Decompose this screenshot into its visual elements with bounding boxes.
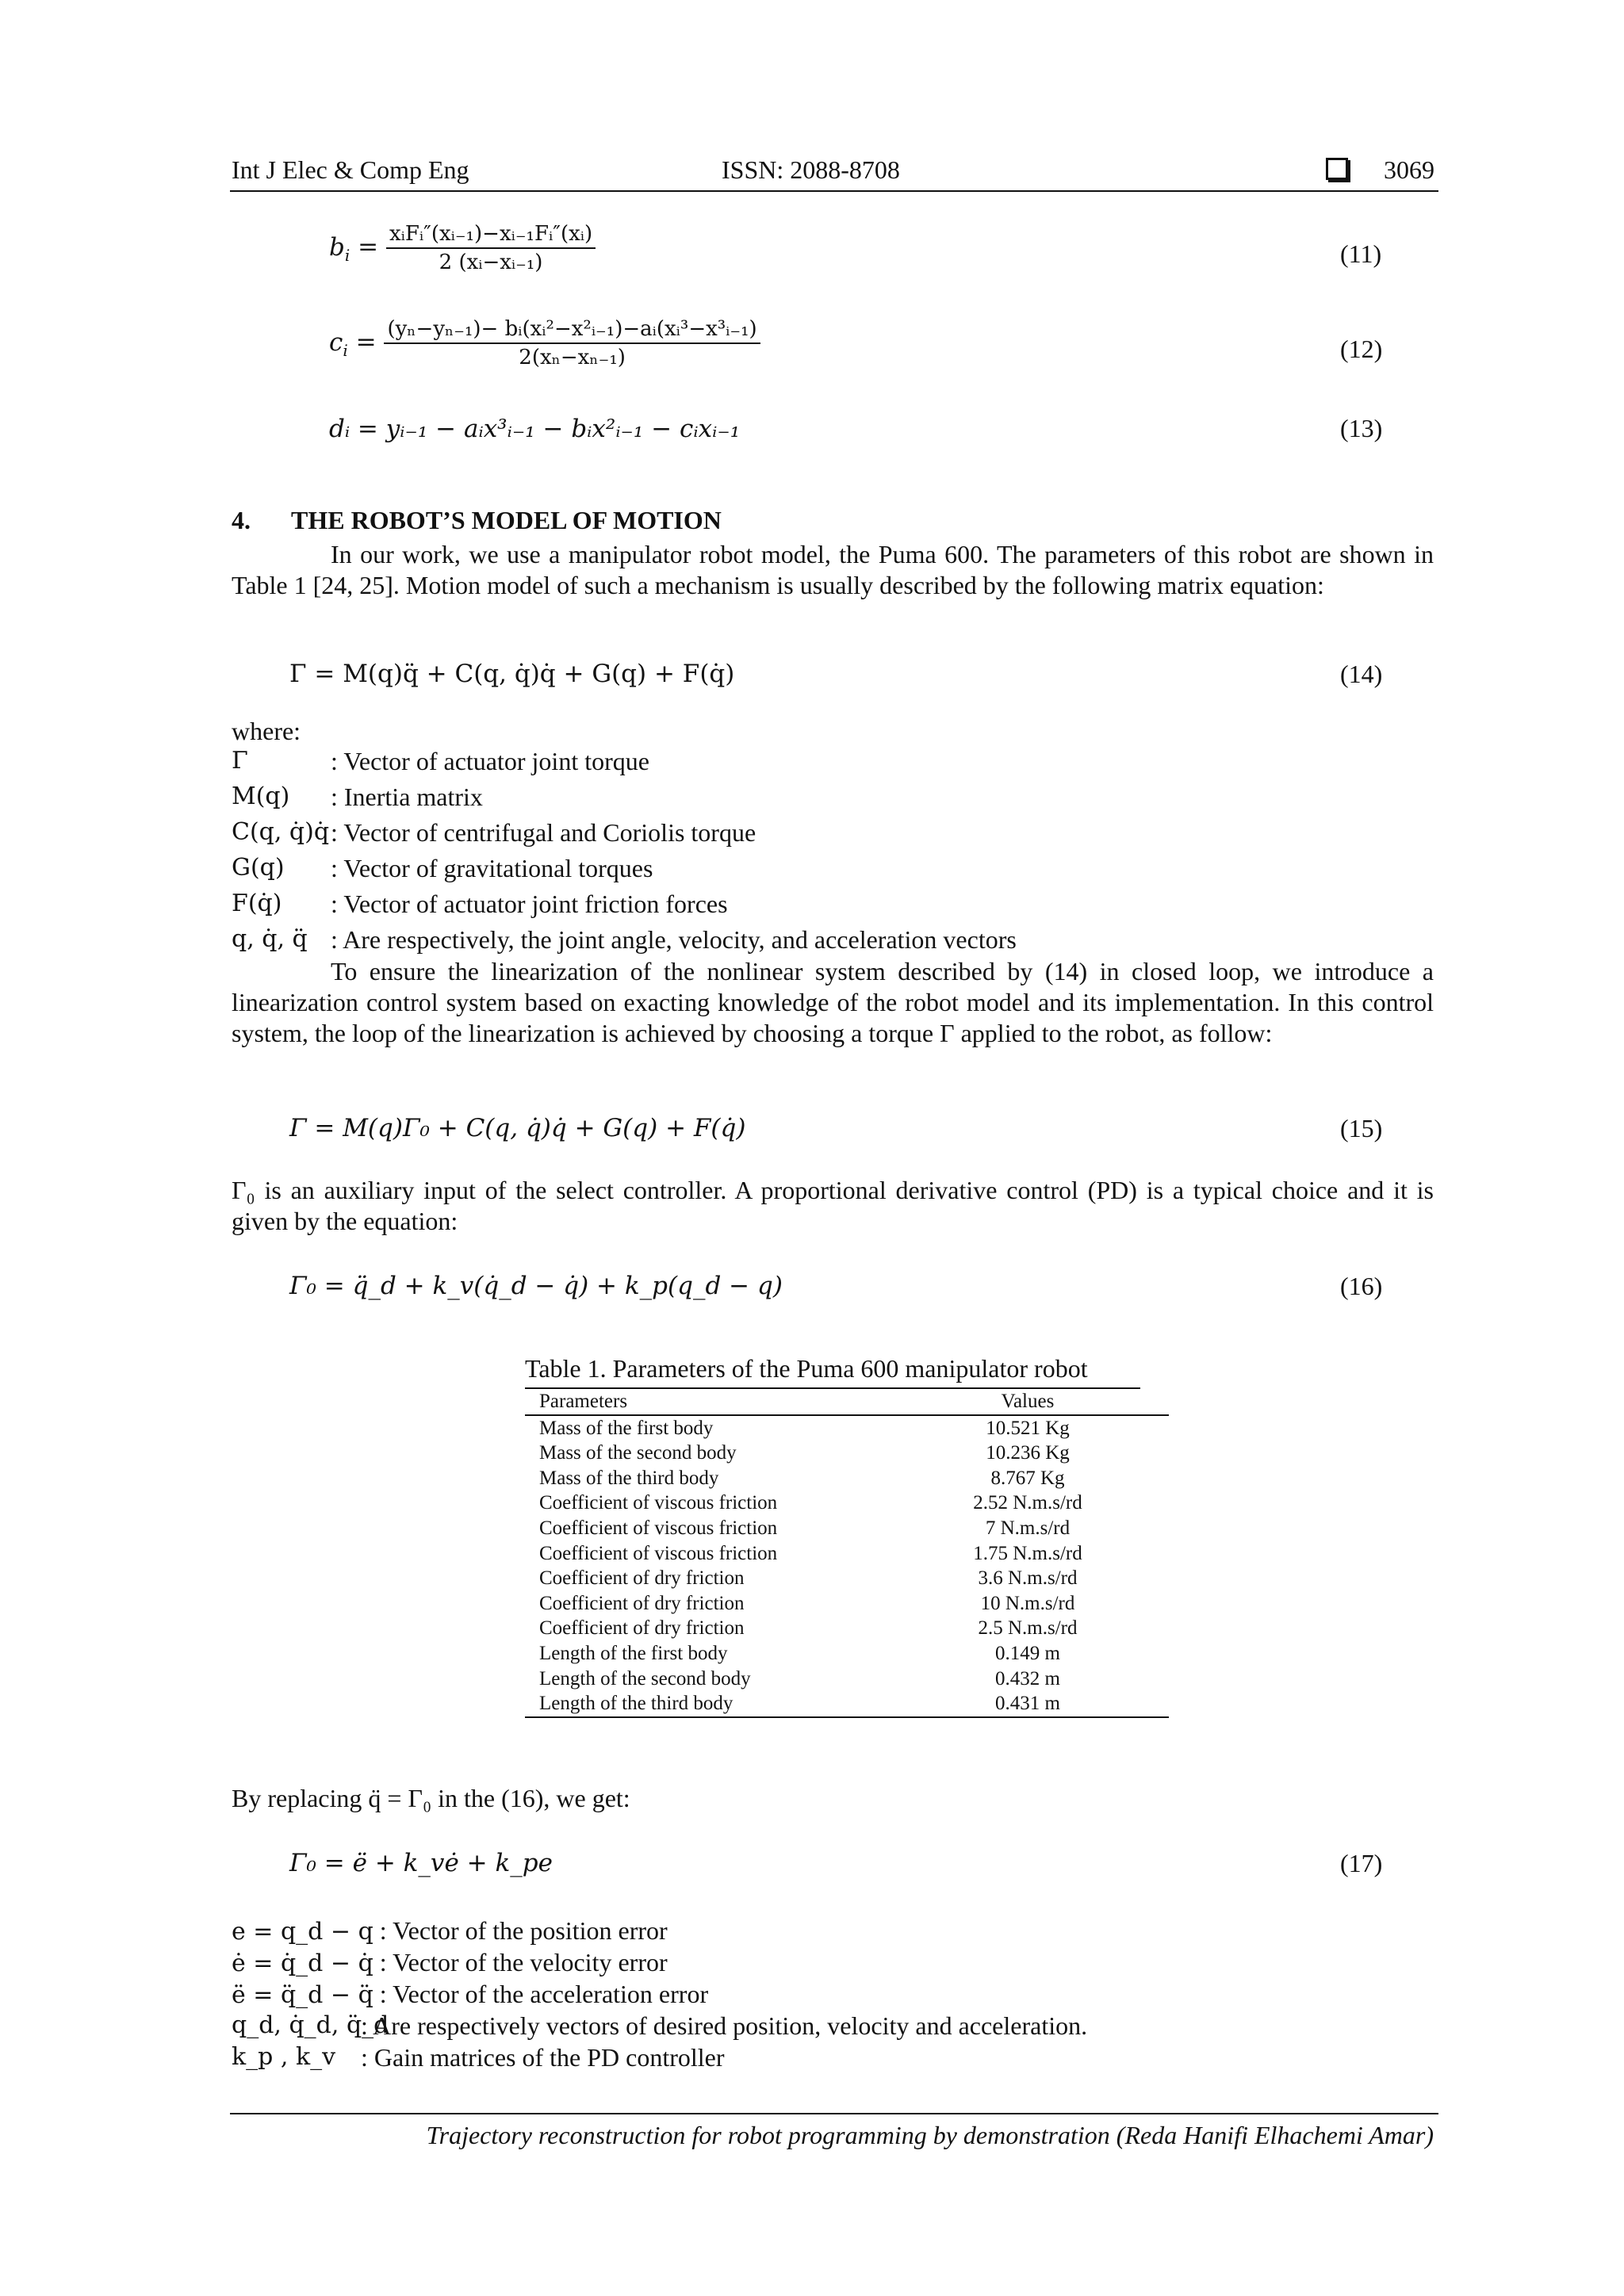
- paragraph-3: Γ₀ is an auxiliary input of the select controller. A proportional derivative control (PD) is a typical choice and it is given by the equation:: [232, 1176, 1434, 1235]
- error-acceleration-symbol: ë = q̈_d − q̈: [232, 1981, 373, 2009]
- table-cell: 0.149 m: [995, 1642, 1060, 1664]
- def-symbol-coriolis: C(q, q̇)q̇: [232, 818, 330, 846]
- table-cell: 10.236 Kg: [986, 1442, 1070, 1464]
- equation-11: $b_i$ = $\frac{\text{xᵢFᵢ″(xᵢ₋₁)−xᵢ₋₁Fᵢ″(xᵢ)}}{\text{2 (xᵢ−xᵢ₋₁)}}$: [329, 222, 596, 274]
- table-cell: 0.432 m: [995, 1667, 1060, 1689]
- page-box-icon: [1326, 157, 1348, 186]
- error-velocity-desc: : Vector of the velocity error: [373, 1948, 668, 1976]
- table-cell: 2.52 N.m.s/rd: [973, 1492, 1082, 1514]
- table-cell: Coefficient of dry friction: [539, 1567, 745, 1590]
- paragraph-4: By replacing q̈ = Γ₀ in the (16), we get:: [232, 1784, 630, 1812]
- table-cell: Coefficient of dry friction: [539, 1592, 745, 1614]
- where-label: where:: [232, 717, 301, 745]
- def-symbol-gamma: Γ: [232, 747, 248, 775]
- table-row: [525, 1691, 1169, 1717]
- equation-15: Γ = M(q)Γ₀ + C(q, q̇)q̇ + G(q) + F(q̇): [289, 1114, 746, 1142]
- table-cell: 10.521 Kg: [986, 1417, 1070, 1439]
- table-cell: 8.767 Kg: [990, 1467, 1065, 1489]
- footer-text: Trajectory reconstruction for robot programming by demonstration (Reda Hanifi Elhachemi Amar): [426, 2121, 1434, 2149]
- equation-17: Γ₀ = ë + k_vė + k_pe: [289, 1849, 553, 1877]
- equation-14: Γ = M(q)q̈ + C(q, q̇)q̇ + G(q) + F(q̇): [289, 660, 735, 688]
- equation-13-label: (13): [1340, 414, 1383, 442]
- table-cell: 7 N.m.s/rd: [985, 1517, 1071, 1539]
- header-rule: [230, 190, 1438, 192]
- table-header-values: Values: [887, 1389, 1169, 1415]
- error-position-desc: : Vector of the position error: [373, 1916, 668, 1945]
- gain-symbol: k_p , k_v: [232, 2043, 336, 2071]
- equation-14-label: (14): [1340, 660, 1383, 688]
- table-row: [525, 1541, 1169, 1567]
- equation-15-label: (15): [1340, 1114, 1383, 1142]
- table-cell: Coefficient of viscous friction: [539, 1517, 778, 1539]
- def-symbol-friction: F(q̇): [232, 890, 282, 917]
- table-header-parameters: Parameters: [525, 1389, 887, 1415]
- section-title: THE ROBOT’S MODEL OF MOTION: [291, 506, 722, 534]
- error-acceleration-desc: : Vector of the acceleration error: [373, 1980, 709, 2008]
- table-row: [525, 1566, 1169, 1591]
- error-velocity: [232, 1948, 668, 1977]
- table-cell: 1.75 N.m.s/rd: [973, 1542, 1082, 1564]
- equation-17-label: (17): [1340, 1849, 1383, 1877]
- error-velocity-symbol: ė = q̇_d − q̇: [232, 1950, 373, 1977]
- def-desc-gravity: : Vector of gravitational torques: [331, 854, 653, 882]
- table-row: [525, 1441, 1169, 1466]
- def-desc-friction: : Vector of actuator joint friction forces: [331, 890, 728, 918]
- table-cell: Mass of the first body: [539, 1417, 714, 1439]
- error-position-symbol: e = q_d − q: [232, 1918, 373, 1946]
- equation-12-label: (12): [1340, 335, 1383, 363]
- table-cell: 3.6 N.m.s/rd: [978, 1567, 1078, 1590]
- journal-name: Int J Elec & Comp Eng: [232, 155, 469, 184]
- equation-16-label: (16): [1340, 1272, 1383, 1300]
- paragraph-1: In our work, we use a manipulator robot model, the Puma 600. The parameters of this robot are shown in Table 1 [24, 25]. Motion model of such a mechanism is usually described by the following matrix equation:: [232, 540, 1434, 599]
- desired-desc: : Are respectively vectors of desired position, velocity and acceleration.: [361, 2011, 1088, 2040]
- eq12-denominator: 2(xₙ−xₙ₋₁): [519, 346, 626, 369]
- eq11-denominator: 2 (xᵢ−xᵢ₋₁): [439, 251, 543, 274]
- def-desc-coriolis: : Vector of centrifugal and Coriolis torque: [331, 818, 756, 847]
- table-row: [525, 1516, 1169, 1541]
- table-cell: Coefficient of viscous friction: [539, 1542, 778, 1564]
- table-row: [525, 1667, 1169, 1692]
- table-cell: Mass of the second body: [539, 1442, 737, 1464]
- equation-13: dᵢ = yᵢ₋₁ − aᵢx³ᵢ₋₁ − bᵢx²ᵢ₋₁ − cᵢxᵢ₋₁: [329, 415, 741, 443]
- table-row: [525, 1466, 1169, 1491]
- equation-11-label: (11): [1340, 239, 1382, 268]
- table-cell: Mass of the third body: [539, 1467, 719, 1489]
- table-row: [525, 1641, 1169, 1667]
- table-cell: Length of the third body: [525, 1691, 887, 1717]
- footer-rule: [230, 2113, 1438, 2114]
- def-desc-joint: : Are respectively, the joint angle, velocity, and acceleration vectors: [331, 925, 1017, 954]
- table-cell: 2.5 N.m.s/rd: [978, 1617, 1078, 1640]
- eq11-numerator: xᵢFᵢ″(xᵢ₋₁)−xᵢ₋₁Fᵢ″(xᵢ): [386, 222, 596, 249]
- issn: ISSN: 2088-8708: [722, 155, 900, 184]
- table-row: [525, 1591, 1169, 1617]
- table-row: [525, 1616, 1169, 1641]
- def-symbol-inertia: M(q): [232, 783, 290, 810]
- error-position: [232, 1916, 668, 1946]
- table-row: [525, 1415, 1169, 1441]
- def-symbol-gravity: G(q): [232, 854, 285, 882]
- table-cell: Coefficient of dry friction: [539, 1617, 745, 1640]
- equation-12: $c_i$ = $\frac{\text{(yₙ−yₙ₋₁)− bᵢ(xᵢ²−x²ᵢ₋₁)−aᵢ(xᵢ³−x³ᵢ₋₁)}}{\text{2(xₙ−xₙ₋₁)}}$: [329, 317, 760, 369]
- table-caption: Table 1. Parameters of the Puma 600 manipulator robot: [525, 1354, 1088, 1383]
- table-cell: 10 N.m.s/rd: [980, 1592, 1075, 1614]
- def-desc-gamma: : Vector of actuator joint torque: [331, 747, 649, 775]
- gain-desc: : Gain matrices of the PD controller: [361, 2043, 725, 2072]
- error-acceleration: [232, 1980, 708, 2009]
- table-cell: Length of the second body: [539, 1667, 751, 1689]
- table-cell: Coefficient of viscous friction: [539, 1492, 778, 1514]
- def-symbol-joint: q, q̇, q̈: [232, 925, 308, 953]
- equation-16: Γ₀ = q̈_d + k_v(q̇_d − q̇) + k_p(q_d − q): [289, 1272, 783, 1300]
- paragraph-2: To ensure the linearization of the nonlinear system described by (14) in closed loop, we introduce a linearization control system based on exacting knowledge of the robot model and its implementation. In this control system, the loop of the linearization is achieved by choosing a torque Γ applied to the robot, as follow:: [232, 957, 1434, 1047]
- parameters-table: [525, 1389, 1169, 1718]
- def-desc-inertia: : Inertia matrix: [331, 783, 483, 811]
- table-cell: Length of the first body: [539, 1642, 728, 1664]
- page-number: 3069: [1384, 155, 1434, 184]
- table-row: [525, 1490, 1169, 1516]
- desired-symbol: q_d, q̇_d, q̈_d: [232, 2011, 389, 2039]
- table-cell: 0.431 m: [887, 1691, 1169, 1717]
- section-number: 4.: [232, 506, 251, 534]
- eq12-numerator: (yₙ−yₙ₋₁)− bᵢ(xᵢ²−x²ᵢ₋₁)−aᵢ(xᵢ³−x³ᵢ₋₁): [384, 317, 760, 344]
